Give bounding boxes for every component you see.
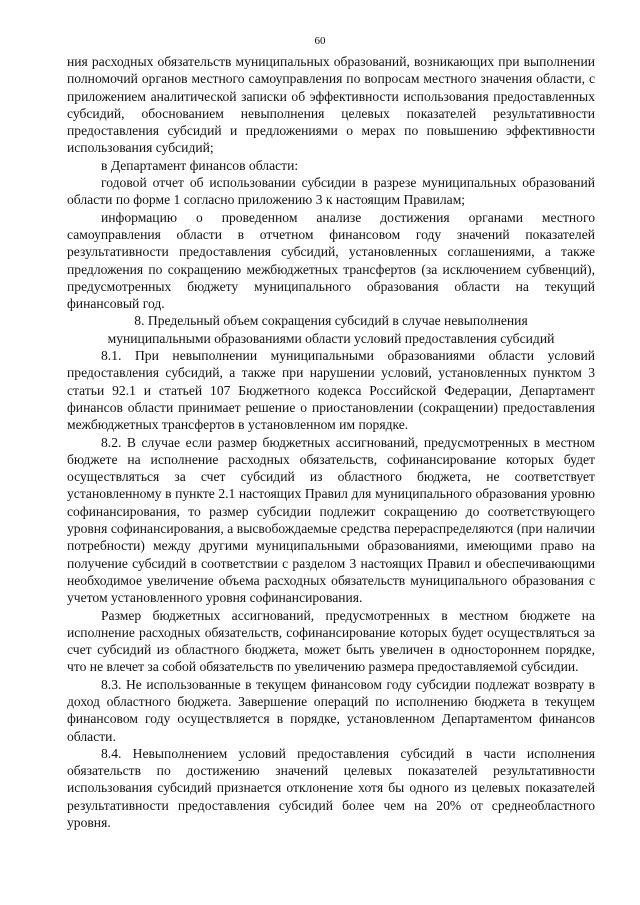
paragraph: в Департамент финансов области:	[101, 157, 299, 173]
page-number: 60	[314, 35, 326, 47]
paragraph: информацию о проведенном анализе достижения органами местного самоуправления области в отчетном финансовом году значений показателей результативности предоставления субсидий, установленных соглашениями, а также предложения по сокращению межбюджетных трансфертов (за исключением субвенций), предусмотренных бюджету муниципального образования области на текущий финансовый год.	[67, 209, 595, 312]
section-heading-line-2: муниципальными образованиями области условий предоставления субсидий	[107, 330, 555, 346]
paragraph-8-2: 8.2. В случае если размер бюджетных ассигнований, предусмотренных в местном бюджете на исполнение расходных обязательств, софинансирование которых будет осуществляться за счет субсидий из областного бюджета, не соответствует установленному в пункте 2.1 настоящих Правил для муниципального образования уровню софинансирования, то размер субсидии подлежит сокращению до соответствующего уровня софинансирования, а высвобождаемые средства перераспределяются (при наличии потребности) между другими муниципальными образованиями, имеющими право на получение субсидий в соответствии с разделом 3 настоящих Правил и обеспечивающими необходимое увеличение объема расходных обязательств муниципального образования с учетом установленного уровня софинансирования.	[67, 434, 595, 606]
paragraph-8-3: 8.3. Не использованные в текущем финансовом году субсидии подлежат возврату в доход областного бюджета. Завершение операций по исполнению бюджета в текущем финансовом году осуществляется в порядке, установленном Департаментом финансов области.	[67, 676, 595, 744]
section-heading	[67, 312, 595, 347]
paragraph-8-1: 8.1. При невыполнении муниципальными образованиями области условий предоставления субсидий, а также при нарушении условий, установленных пунктом 3 статьи 92.1 и статьей 107 Бюджетного кодекса Российской Федерации, Департамент финансов области принимает решение о приостановлении (сокращении) предоставления межбюджетных трансфертов в установленном им порядке.	[67, 348, 595, 433]
section-heading-line-1: 8. Предельный объем сокращения субсидий в случае невыполнения	[134, 313, 528, 329]
paragraph: годовой отчет об использовании субсидии в разрезе муниципальных образований области по форме 1 согласно приложению 3 к настоящим Правилам;	[67, 175, 595, 208]
document-body	[67, 53, 595, 831]
paragraph: Размер бюджетных ассигнований, предусмотренных в местном бюджете на исполнение расходных обязательств, софинансирование которых будет осуществляться за счет субсидий из областного бюджета, может быть увеличен в одностороннем порядке, что не влечет за собой обязательств по увеличению размера предоставляемой субсидии.	[67, 607, 595, 675]
paragraph: ния расходных обязательств муниципальных образований, возникающих при выполнении полномочий органов местного самоуправления по вопросам местного значения области, с приложением аналитической записки об эффективности использования предоставленных субсидий, обоснованием невыполнения целевых показателей результативности предоставления субсидий и предложениями о мерах по повышению эффективности использования субсидий;	[67, 54, 595, 156]
paragraph-8-4: 8.4. Невыполнением условий предоставления субсидий в части исполнения обязательств по достижению значений целевых показателей результативности использования субсидий признается отклонение хотя бы одного из целевых показателей результативности предоставления субсидий более чем на 20% от среднеобластного уровня.	[67, 745, 595, 831]
